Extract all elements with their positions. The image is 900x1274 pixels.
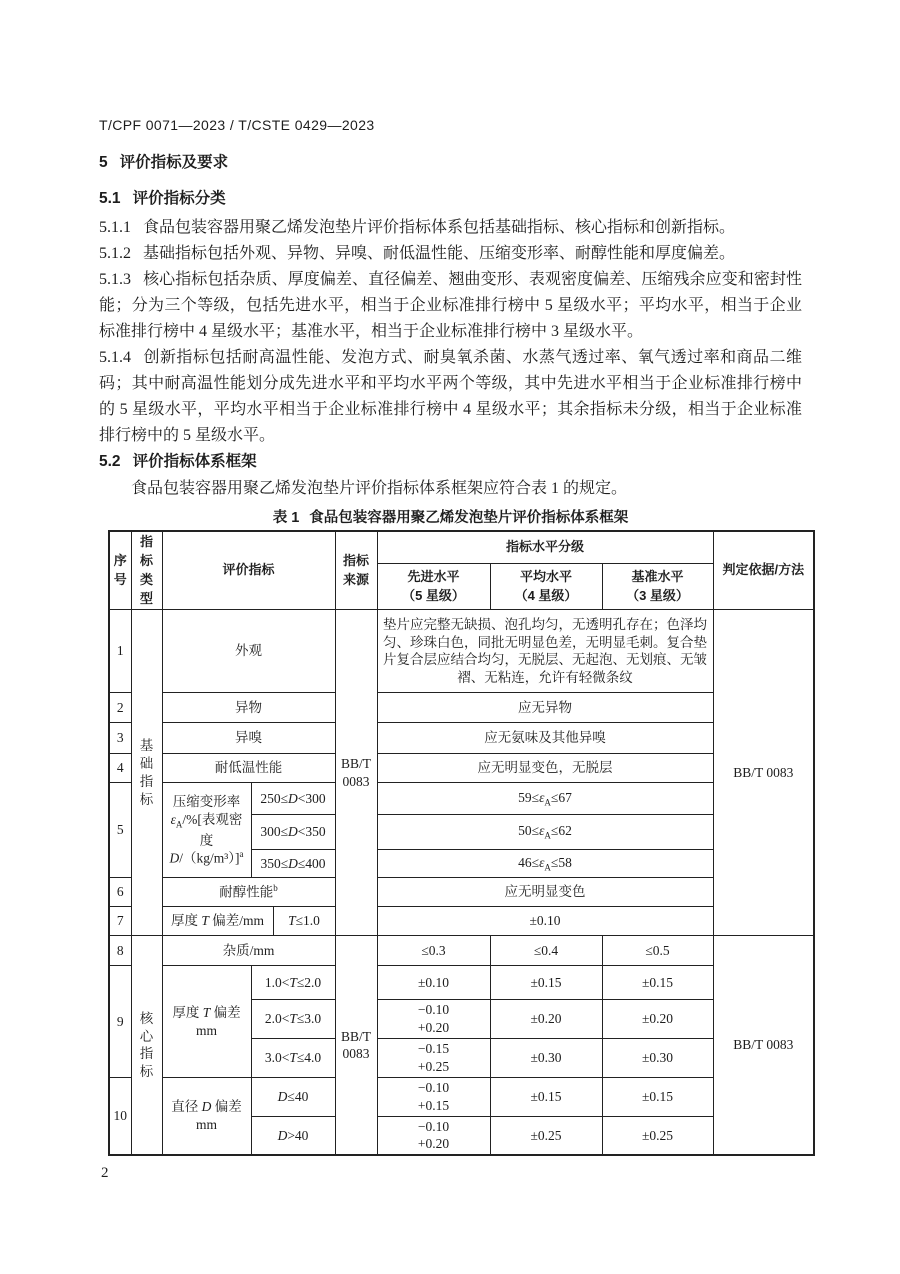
table-row [109,783,814,815]
table-caption-title: 食品包装容器用聚乙烯发泡垫片评价指标体系框架 [309,510,629,526]
cell-indicator: 厚度 T 偏差 mm [162,966,251,1078]
table-row [109,966,814,1000]
cell-baseline-value: ±0.20 [602,1000,713,1039]
cell-indicator: 异嗅 [162,723,335,754]
clause-5-1-1-text: 食品包装容器用聚乙烯发泡垫片评价指标体系包括基础指标、核心指标和创新指标。 [143,219,736,236]
section-5-2-heading [99,451,802,473]
cell-requirement: $59\le\varepsilon_A\le 67$ [377,783,713,815]
table-row [109,723,814,754]
cell-condition: D>40 [251,1116,335,1155]
section-5-number: 5 [99,154,108,171]
group-basic-judge: BB/T 0083 [713,610,814,936]
cell-indicator: 厚度 T 偏差/mm [162,907,273,936]
cell-condition: 250≤D<300 [251,783,335,815]
cell-average-value: ±0.30 [490,1039,602,1078]
clause-5-2-text: 食品包装容器用聚乙烯发泡垫片评价指标体系框架应符合表 1 的规定。 [131,480,628,497]
cell-no: 3 [109,723,131,754]
section-5-title: 评价指标及要求 [119,154,229,171]
evaluation-framework-table [108,530,815,1156]
cell-advanced-value: ≤0.3 [377,936,490,966]
cell-requirement: $50\le\varepsilon_A\le 62$ [377,815,713,850]
group-basic-label: 基础 指标 [131,610,162,936]
section-5-2-number: 5.2 [99,453,121,470]
clause-5-1-4-number: 5.1.4 [99,349,131,366]
cell-no: 10 [109,1078,131,1156]
cell-indicator: 压缩变形率 $\varepsilon_A/\%$[表观密度 D/（kg/m³）]$^a$ [162,783,251,878]
cell-condition: 300≤D<350 [251,815,335,850]
cell-indicator: 耐醇性能$^b$ [162,878,335,907]
table-caption [99,508,802,528]
table-row [109,1078,814,1117]
page-content [99,116,802,543]
clause-5-1-2-text: 基础指标包括外观、异物、异嗅、耐低温性能、压缩变形率、耐醇性能和厚度偏差。 [143,245,736,262]
clause-5-1-4 [99,345,802,449]
cell-no: 5 [109,783,131,878]
cell-indicator: 杂质/mm [162,936,335,966]
clause-5-1-2 [99,241,802,267]
cell-average-value: ±0.25 [490,1116,602,1155]
header-type: 指标 类型 [131,531,162,610]
cell-requirement: 应无氨味及其他异嗅 [377,723,713,754]
section-5-2-title: 评价指标体系框架 [132,453,257,470]
header-baseline-level: 基准水平 （3 星级） [602,564,713,610]
clause-5-1-1 [99,215,802,241]
cell-no: 9 [109,966,131,1078]
cell-indicator: 耐低温性能 [162,754,335,783]
cell-average-value: ±0.20 [490,1000,602,1039]
cell-average-value: ±0.15 [490,1078,602,1117]
cell-indicator: 外观 [162,610,335,693]
cell-requirement: 应无明显变色，无脱层 [377,754,713,783]
cell-requirement: ±0.10 [377,907,713,936]
table-row [109,878,814,907]
table-row [109,754,814,783]
clause-5-1-1-number: 5.1.1 [99,219,131,236]
cell-indicator: 异物 [162,693,335,723]
cell-baseline-value: ±0.15 [602,966,713,1000]
section-5-heading [99,152,802,174]
cell-requirement: $46\le\varepsilon_A\le 58$ [377,850,713,878]
table-row [109,610,814,693]
clause-5-1-4-text: 创新指标包括耐高温性能、发泡方式、耐臭氧杀菌、水蒸气透过率、氧气透过率和商品二维码；其中耐高温性能划分成先进水平和平均水平两个等级，其中先进水平相当于企业标准排行榜中的 5 星级水平，平均水平相当于企业标准排行榜中 4 星级水平；其余指标未分级，相当于企业标准排行榜中的 5 星级水平。 [99,349,802,444]
cell-condition: D≤40 [251,1078,335,1117]
page-number: 2 [101,1165,109,1181]
header-level-group: 指标水平分级 [377,531,713,564]
cell-requirement: 应无异物 [377,693,713,723]
table-row [109,693,814,723]
cell-baseline-value: ±0.30 [602,1039,713,1078]
cell-average-value: ±0.15 [490,966,602,1000]
cell-no: 7 [109,907,131,936]
cell-no: 1 [109,610,131,693]
header-no: 序 号 [109,531,131,610]
cell-requirement: 应无明显变色 [377,878,713,907]
cell-indicator: 直径 D 偏差 mm [162,1078,251,1156]
section-5-1-title: 评价指标分类 [132,190,226,207]
cell-average-value: ≤0.4 [490,936,602,966]
group-basic-source: BB/T 0083 [335,610,377,936]
header-indicator: 评价指标 [162,531,335,610]
header-source: 指标 来源 [335,531,377,610]
cell-condition: 1.0<T≤2.0 [251,966,335,1000]
section-5-1-number: 5.1 [99,190,121,207]
cell-requirement: 垫片应完整无缺损、泡孔均匀，无透明孔存在；色泽均匀、珍珠白色，同批无明显色差，无明显毛刺。复合垫片复合层应结合均匀，无脱层、无起泡、无划痕、无皱褶、无粘连，允许有轻微条纹 [377,610,713,693]
cell-condition: 2.0<T≤3.0 [251,1000,335,1039]
cell-no: 8 [109,936,131,966]
cell-no: 4 [109,754,131,783]
cell-advanced-value: ±0.10 [377,966,490,1000]
cell-advanced-value: −0.10 +0.15 [377,1078,490,1117]
cell-no: 6 [109,878,131,907]
clause-5-1-3 [99,267,802,345]
clause-5-1-2-number: 5.1.2 [99,245,131,262]
cell-advanced-value: −0.10 +0.20 [377,1000,490,1039]
clause-5-1-3-number: 5.1.3 [99,271,131,288]
cell-no: 2 [109,693,131,723]
cell-baseline-value: ≤0.5 [602,936,713,966]
group-core-label: 核心 指标 [131,936,162,1155]
group-core-source: BB/T 0083 [335,936,377,1155]
cell-condition: 350≤D≤400 [251,850,335,878]
doc-code: T/CPF 0071—2023 / T/CSTE 0429—2023 [99,117,375,133]
header-advanced-level: 先进水平 （5 星级） [377,564,490,610]
section-5-1-heading [99,188,802,210]
header-average-level: 平均水平 （4 星级） [490,564,602,610]
table-row [109,531,814,564]
table-row [109,936,814,966]
cell-baseline-value: ±0.25 [602,1116,713,1155]
cell-advanced-value: −0.15 +0.25 [377,1039,490,1078]
table-caption-label: 表 1 [272,510,300,526]
cell-baseline-value: ±0.15 [602,1078,713,1117]
cell-condition: 3.0<T≤4.0 [251,1039,335,1078]
clause-5-1-3-text: 核心指标包括杂质、厚度偏差、直径偏差、翘曲变形、表观密度偏差、压缩残余应变和密封性能；分为三个等级，包括先进水平，相当于企业标准排行榜中 5 星级水平；平均水平，相当于企业标准排行榜中 4 星级水平；基准水平，相当于企业标准排行榜中 3 星级水平。 [99,271,802,340]
cell-condition: T≤1.0 [273,907,335,936]
header-judge: 判定依据/方法 [713,531,814,610]
table-row [109,907,814,936]
cell-advanced-value: −0.10 +0.20 [377,1116,490,1155]
group-core-judge: BB/T 0083 [713,936,814,1155]
